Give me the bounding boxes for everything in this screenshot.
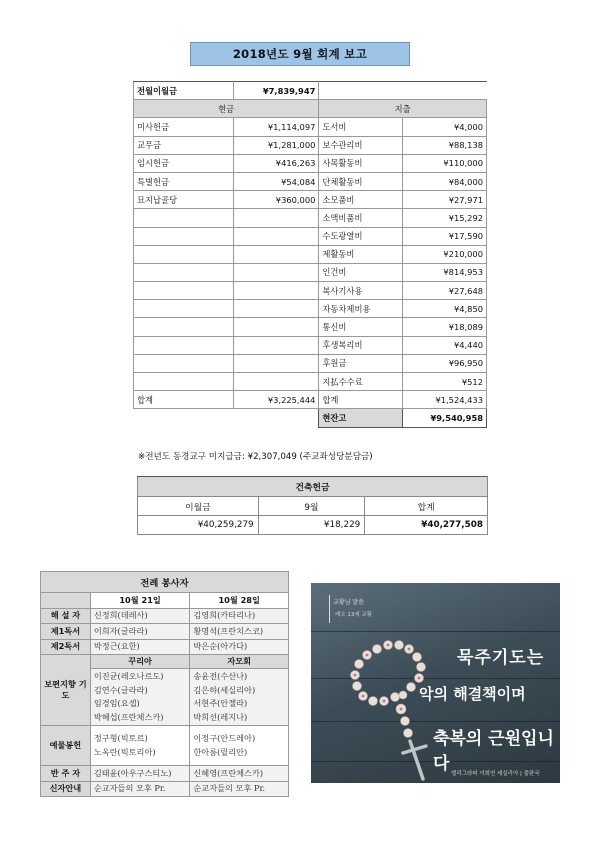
expense-label: 보수관리비	[319, 136, 403, 154]
carryover-label: 전월이월금	[134, 82, 234, 100]
expense-label: 통신비	[319, 318, 403, 336]
poster-footer: 엘리그라피 이희연 세실리아 | 출판국	[451, 771, 540, 777]
poster-caption-top: 교황님 말씀	[333, 599, 364, 606]
reading1-b: 황명석(프란치스코)	[190, 624, 289, 640]
income-label	[134, 318, 234, 336]
expense-value: ¥15,292	[403, 209, 487, 227]
building-header-total: 합계	[365, 497, 488, 516]
poster-line-3: 축복의 근원입니다	[433, 729, 554, 774]
prayer-b-list	[190, 669, 289, 726]
liturgy-title: 전례 봉사자	[41, 572, 289, 593]
income-label	[134, 227, 234, 245]
income-value: ¥360,000	[233, 191, 319, 209]
commentator-label: 해 설 자	[41, 608, 91, 624]
organist-label: 반 주 자	[41, 766, 91, 782]
expense-label: 단체활동비	[319, 172, 403, 190]
expense-total-label: 합계	[319, 391, 403, 409]
expense-label: 소액비품비	[319, 209, 403, 227]
account-row	[134, 373, 487, 391]
prayer-b-3: 서현주(안젤라)	[193, 698, 248, 708]
income-label: 임시헌금	[134, 154, 234, 172]
offering-a-list	[90, 726, 190, 766]
account-row	[134, 118, 487, 136]
income-value	[233, 373, 319, 391]
account-row	[134, 282, 487, 300]
expense-label: 후원금	[319, 354, 403, 372]
expense-value: ¥4,850	[403, 300, 487, 318]
account-row	[134, 227, 487, 245]
carryover-value: ¥7,839,947	[233, 82, 319, 100]
building-value-total: ¥40,277,508	[365, 516, 488, 535]
prayer-a-3: 임경임(요셉)	[93, 698, 140, 708]
account-row	[134, 245, 487, 263]
income-value	[233, 336, 319, 354]
reading1-a: 이희자(글라라)	[90, 624, 190, 640]
offering-b-list	[190, 726, 289, 766]
expense-value: ¥512	[403, 373, 487, 391]
prayer-b-4: 박희선(레지나)	[193, 711, 248, 722]
income-value	[233, 263, 319, 281]
expense-value: ¥88,138	[403, 136, 487, 154]
account-row	[134, 209, 487, 227]
prayer-b-2: 김은하(세실리아)	[193, 684, 256, 695]
expense-label: 후생복리비	[319, 336, 403, 354]
prayer-a-4: 박혜섭(프란체스카)	[93, 711, 164, 722]
account-row	[134, 136, 487, 154]
account-row	[134, 263, 487, 281]
income-value: ¥1,114,097	[233, 118, 319, 136]
income-value	[233, 245, 319, 263]
prayer-b-1: 송윤전(수산나)	[193, 671, 248, 681]
income-value	[233, 318, 319, 336]
income-label	[134, 282, 234, 300]
building-fund-table	[137, 476, 488, 535]
usher-a: 순교자들의 모후 Pr.	[90, 781, 190, 797]
poster-caption-sub: 레오 13세 교황	[335, 612, 373, 618]
offering-a-1: 정구형(빅토르)	[93, 733, 148, 743]
organist-a: 김태윤(아우구스티노)	[90, 766, 190, 782]
income-label	[134, 209, 234, 227]
building-value-month: ¥18,229	[258, 516, 365, 535]
income-label	[134, 373, 234, 391]
expense-label: 사목활동비	[319, 154, 403, 172]
expense-value: ¥84,000	[403, 172, 487, 190]
offering-b-2: 한아름(릴리안)	[193, 746, 248, 757]
income-value	[233, 282, 319, 300]
poster-line-2: 악의 해결책이며	[419, 685, 526, 703]
income-value	[233, 300, 319, 318]
expense-value: ¥4,000	[403, 118, 487, 136]
account-table	[133, 81, 487, 428]
building-header-month: 9월	[258, 497, 365, 516]
income-value	[233, 209, 319, 227]
expense-label: 제활동비	[319, 245, 403, 263]
expense-label: 수도광열비	[319, 227, 403, 245]
expense-label: 자동차제비용	[319, 300, 403, 318]
expense-total-value: ¥1,524,433	[403, 391, 487, 409]
expense-label: 지払수수료	[319, 373, 403, 391]
building-header-carry: 이월금	[138, 497, 259, 516]
expense-value: ¥110,000	[403, 154, 487, 172]
reading1-label: 제1독서	[41, 624, 91, 640]
income-label	[134, 354, 234, 372]
reading2-b: 박은순(아가다)	[190, 639, 289, 655]
expense-value: ¥27,648	[403, 282, 487, 300]
group-b-header: 자모회	[190, 655, 289, 669]
account-row	[134, 354, 487, 372]
prayer-a-1: 이진균(레오나르도)	[93, 671, 164, 681]
account-row	[134, 318, 487, 336]
income-value	[233, 354, 319, 372]
commentator-a: 신정희(데레사)	[90, 608, 190, 624]
prayer-a-2: 김연수(글라라)	[93, 684, 148, 695]
income-value: ¥54,084	[233, 172, 319, 190]
expense-label: 인건비	[319, 263, 403, 281]
date-first: 10월 21일	[90, 593, 190, 609]
usher-label: 신자안내	[41, 781, 91, 797]
group-a-header: 꾸리아	[90, 655, 190, 669]
income-total-value: ¥3,225,444	[233, 391, 319, 409]
account-row	[134, 191, 487, 209]
expense-value: ¥18,089	[403, 318, 487, 336]
income-total-label: 합계	[134, 391, 234, 409]
expense-header: 지출	[319, 100, 487, 118]
expense-value: ¥4,440	[403, 336, 487, 354]
income-label: 교무금	[134, 136, 234, 154]
expense-label: 복사기사용	[319, 282, 403, 300]
income-label	[134, 263, 234, 281]
balance-value: ¥9,540,958	[403, 409, 487, 427]
balance-label: 현잔고	[319, 409, 403, 427]
expense-label: 소모품비	[319, 191, 403, 209]
income-value	[233, 227, 319, 245]
account-row	[134, 172, 487, 190]
income-header: 현금	[134, 100, 319, 118]
account-row	[134, 300, 487, 318]
account-row	[134, 154, 487, 172]
income-value: ¥416,263	[233, 154, 319, 172]
reading2-a: 박정근(요한)	[90, 639, 190, 655]
offering-label: 예물봉헌	[41, 726, 91, 766]
organist-b: 신혜영(프란체스카)	[190, 766, 289, 782]
expense-value: ¥96,950	[403, 354, 487, 372]
report-title: 2018년도 9월 회계 보고	[190, 42, 410, 66]
expense-value: ¥17,590	[403, 227, 487, 245]
income-label	[134, 245, 234, 263]
prayer-label: 보편지향 기 도	[41, 655, 91, 726]
prayer-a-list	[90, 669, 190, 726]
expense-value: ¥210,000	[403, 245, 487, 263]
income-label: 미사헌금	[134, 118, 234, 136]
offering-a-2: 노옥란(빅토리아)	[93, 746, 156, 757]
building-value-carry: ¥40,259,279	[138, 516, 259, 535]
account-row	[134, 336, 487, 354]
note-text: ※전년도 동경교구 미지급금: ¥2,307,049 (주교좌성당분담금)	[138, 452, 373, 462]
rosary-poster	[311, 583, 560, 783]
date-second: 10월 28일	[190, 593, 289, 609]
income-label	[134, 300, 234, 318]
poster-line-1: 묵주기도는	[457, 648, 545, 668]
income-label	[134, 336, 234, 354]
building-title: 건축헌금	[138, 477, 488, 497]
income-value: ¥1,281,000	[233, 136, 319, 154]
liturgy-table	[40, 571, 289, 797]
income-label: 특별헌금	[134, 172, 234, 190]
usher-b: 순교자들의 모후 Pr.	[190, 781, 289, 797]
commentator-b: 김영희(카타리나)	[190, 608, 289, 624]
reading2-label: 제2독서	[41, 639, 91, 655]
offering-b-1: 이정구(안드레아)	[193, 733, 256, 743]
income-label: 묘지납골당	[134, 191, 234, 209]
expense-value: ¥27,971	[403, 191, 487, 209]
expense-value: ¥814,953	[403, 263, 487, 281]
expense-label: 도서비	[319, 118, 403, 136]
